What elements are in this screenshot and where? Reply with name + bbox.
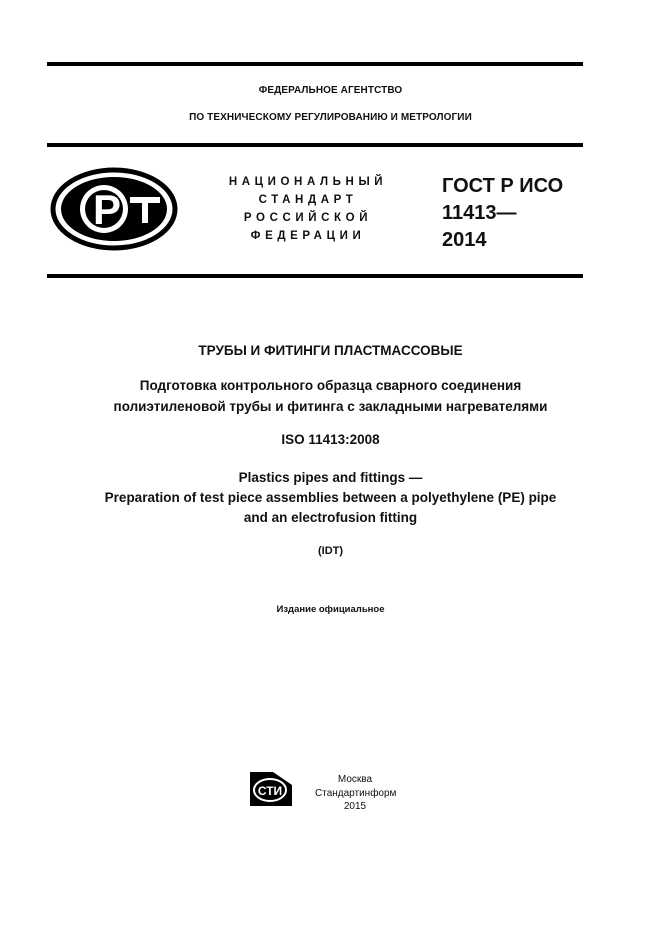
iso-reference: ISO 11413:2008 (281, 432, 380, 447)
publisher-city: Москва (337, 774, 373, 785)
english-title (0, 468, 661, 528)
publisher-year: 2015 (343, 801, 367, 812)
idt-label: (IDT) (317, 545, 344, 557)
english-title-line-3: and an electrofusion fitting (243, 510, 418, 525)
document-subtitle (0, 375, 661, 417)
agency-line-2: ПО ТЕХНИЧЕСКОМУ РЕГУЛИРОВАНИЮ И МЕТРОЛОГИИ (189, 112, 472, 123)
agency-line-1: ФЕДЕРАЛЬНОЕ АГЕНТСТВО (258, 85, 403, 96)
standartinform-logo (249, 771, 293, 807)
standard-code (442, 173, 563, 254)
standard-type-label (208, 173, 408, 245)
english-title-line-1: Plastics pipes and fittings — (238, 470, 423, 485)
publisher-info (315, 773, 395, 814)
standard-type-line: РОССИЙСКОЙ (243, 212, 373, 224)
standartinform-logo-text: СТИ (257, 784, 283, 798)
publisher-name: Стандартинформ (315, 787, 397, 799)
gost-logo (50, 167, 178, 251)
standard-type-line: НАЦИОНАЛЬНЫЙ (228, 176, 388, 188)
top-rule (47, 62, 583, 66)
standard-type-line: СТАНДАРТ (258, 194, 358, 206)
edition-label: Издание официальное (276, 604, 385, 615)
middle-rule (47, 274, 583, 278)
document-title: ТРУБЫ И ФИТИНГИ ПЛАСТМАССОВЫЕ (198, 343, 463, 358)
header-rule (47, 143, 583, 147)
subtitle-line-2: полиэтиленовой трубы и фитинга с закладными нагревателями (113, 399, 548, 414)
standard-code-line: 11413— (442, 202, 517, 224)
standard-code-line: 2014 (442, 229, 487, 251)
subtitle-line-1: Подготовка контрольного образца сварного соединения (139, 378, 522, 393)
english-title-line-2: Preparation of test piece assemblies between a polyethylene (PE) pipe (104, 490, 557, 505)
gost-logo-text: Р (92, 186, 122, 233)
standard-code-line: ГОСТ Р ИСО (442, 175, 564, 197)
standard-type-line: ФЕДЕРАЦИИ (250, 230, 366, 242)
